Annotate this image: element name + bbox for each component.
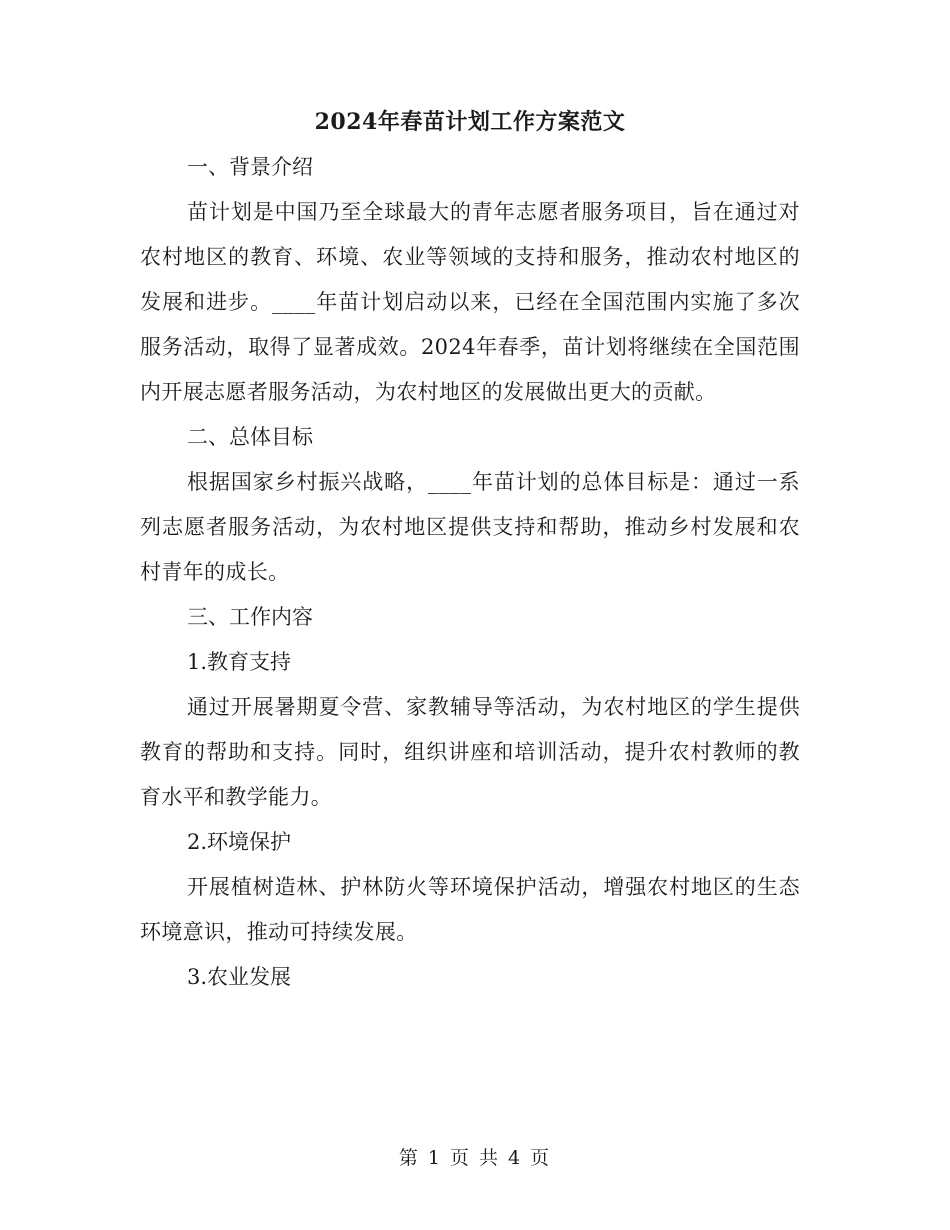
subheading-environment: 2.环境保护 [187, 830, 292, 854]
paragraph-environment: 开展植树造林、护林防火等环境保护活动，增强农村地区的生态环境意识，推动可持续发展。 [140, 875, 800, 944]
section-heading-background: 一、背景介绍 [187, 155, 313, 179]
paragraph-background: 苗计划是中国乃至全球最大的青年志愿者服务项目，旨在通过对农村地区的教育、环境、农业等领域的支持和服务，推动农村地区的发展和进步。____年苗计划启动以来，已经在全国范围内实施了多次服务活动，取得了显著成效。2024年春季，苗计划将继续在全国范围内开展志愿者服务活动，为农村地区的发展做出更大的贡献。 [140, 200, 800, 404]
paragraph-goals: 根据国家乡村振兴战略，____年苗计划的总体目标是：通过一系列志愿者服务活动，为农村地区提供支持和帮助，推动乡村发展和农村青年的成长。 [140, 470, 800, 584]
subheading-education: 1.教育支持 [187, 650, 292, 674]
subheading-agriculture: 3.农业发展 [187, 965, 292, 989]
section-heading-goals: 二、总体目标 [187, 425, 313, 449]
document-body [140, 100, 800, 1000]
paragraph-education: 通过开展暑期夏令营、家教辅导等活动，为农村地区的学生提供教育的帮助和支持。同时，组织讲座和培训活动，提升农村教师的教育水平和教学能力。 [140, 695, 800, 809]
section-heading-work-content: 三、工作内容 [187, 605, 313, 629]
document-title: 2024年春苗计划工作方案范文 [314, 109, 626, 135]
page-number-footer: 第 1 页 共 4 页 [398, 1147, 552, 1169]
